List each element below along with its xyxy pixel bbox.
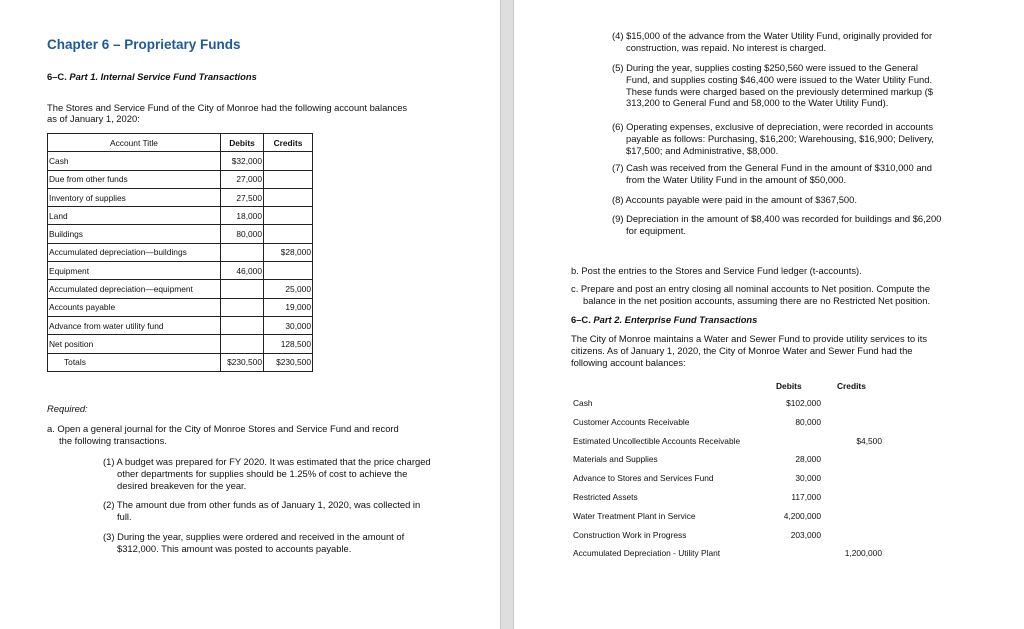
account-title-cell: Inventory of supplies [48,188,221,206]
account-label: Restricted Assets [573,492,638,502]
table-header-row [48,134,313,152]
debit-cell: 46,000 [221,262,264,280]
debit-cell: $230,500 [221,353,264,371]
right-paragraph-0-line: (4) $15,000 of the advance from the Water Utility Fund, originally provided for [612,30,933,41]
credit-cell: $28,000 [264,243,313,261]
credit-cell [264,262,313,280]
debit-cell [221,298,264,316]
table-row [48,298,313,316]
account-label: Materials and Supplies [573,454,658,465]
credit-cell [264,225,313,243]
debit-value: 28,000 [795,454,821,465]
intro-line-1: The Stores and Service Fund of the City of Monroe had the following account balances [47,102,408,113]
debit-cell [221,280,264,298]
account-title-cell: Accumulated depreciation—buildings [48,243,221,261]
table-row [48,335,313,353]
account-label: Estimated Uncollectible Accounts Receivable [573,435,741,446]
right-paragraph-7-line: c. Prepare and post an entry closing all nominal accounts to Net position. Compute the [571,283,931,294]
account-label: Water Treatment Plant in Service [573,510,696,521]
credit-value: 1,200,000 [844,548,882,559]
left-paragraph-2-line: full. [117,510,132,522]
right-paragraph-4-line: (8) Accounts payable were paid in the amount of $367,500. [612,194,857,205]
table-row [48,243,313,261]
right-paragraph-2-line: $17,500; and Administrative, $8,000. [626,144,779,156]
account-label: Customer Accounts Receivable [573,416,690,427]
header-credits: Credits [837,381,866,391]
left-paragraph-1-line: (1) A budget was prepared for FY 2020. It was estimated that the price charged [103,456,431,467]
credit-cell: 19,000 [264,298,313,316]
left-paragraph-2-line: (2) The amount due from other funds as of January 1, 2020, was collected in [103,499,421,510]
right-paragraph-2-line: (6) Operating expenses, exclusive of depreciation, were recorded in accounts [612,121,934,132]
account-label: Cash [573,398,593,408]
right-paragraph-0-line: construction, was repaid. No interest is charged. [626,41,827,53]
section-heading-part2 [571,314,757,326]
credit-cell [264,170,313,188]
account-title-cell: Cash [48,152,221,170]
debit-value: 4,200,000 [783,510,821,521]
right-paragraph-3-line: (7) Cash was received from the General Fund in the amount of $310,000 and [612,162,932,173]
account-title-cell: Land [48,207,221,225]
right-paragraph-7-line: balance in the net position accounts, assuming there are no Restricted Net position. [583,294,931,306]
right-paragraph-8-line: citizens. As of January 1, 2020, the City of Monroe Water and Sewer Fund had the [571,344,913,356]
debit-value: 80,000 [795,416,821,427]
right-paragraph-8-line: The City of Monroe maintains a Water and Sewer Fund to provide utility services to its [571,333,928,344]
left-paragraph-1-line: desired breakeven for the year. [117,479,247,491]
credit-cell [264,152,313,170]
debit-cell: $32,000 [221,152,264,170]
debit-cell: 27,000 [221,170,264,188]
account-title-cell: Buildings [48,225,221,243]
account-title-cell: Equipment [48,262,221,280]
account-title-cell: Accumulated depreciation—equipment [48,280,221,298]
debit-value: 30,000 [795,473,821,484]
table-row [48,316,313,334]
account-title-cell: Net position [48,335,221,353]
left-paragraph-3-line: $312,000. This amount was posted to accounts payable. [117,542,352,554]
credit-cell: 128,500 [264,335,313,353]
left-paragraph-0-line: the following transactions. [59,434,167,446]
section-heading-part1 [47,71,257,83]
table-row [48,152,313,170]
account-label: Accumulated Depreciation - Utility Plant [573,548,721,559]
credit-value: $4,500 [856,435,882,446]
table-row [48,188,313,206]
account-title-cell: Advance from water utility fund [48,316,221,334]
table-row [48,170,313,188]
debit-cell [221,316,264,334]
debit-cell [221,243,264,261]
table-row [48,280,313,298]
account-title-cell: Due from other funds [48,170,221,188]
credit-cell: 30,000 [264,316,313,334]
debit-cell: 27,500 [221,188,264,206]
right-paragraph-6-line: b. Post the entries to the Stores and Service Fund ledger (t-accounts). [571,265,862,276]
table-row [48,262,313,280]
account-label: Construction Work in Progress [573,529,687,540]
credit-cell: 25,000 [264,280,313,298]
header-debits: Debits [221,134,264,152]
header-debits: Debits [776,381,802,391]
section-title: Part 2. Enterprise Fund Transactions [593,314,758,325]
account-title-cell: Totals [48,353,221,371]
debit-cell: 18,000 [221,207,264,225]
header-credits: Credits [264,134,313,152]
required-label: Required: [47,403,88,414]
section-title: Part 1. Internal Service Fund Transactions [69,71,257,82]
right-paragraph-1-line: Fund, and supplies costing $46,400 were issued to the Water Utility Fund. [626,73,933,85]
header-account-title: Account Title [48,134,221,152]
credit-cell [264,207,313,225]
account-title-cell: Accounts payable [48,298,221,316]
right-paragraph-5-line: for equipment. [626,224,686,236]
left-paragraph-0-line: a. Open a general journal for the City of Monroe Stores and Service Fund and record [47,423,399,434]
credit-cell: $230,500 [264,353,313,371]
stores-fund-balance-table [47,133,313,372]
table-row [48,207,313,225]
right-paragraph-1-line: These funds were charged based on the previously determined markup ($ [626,85,933,97]
page-divider-scrollbar[interactable] [500,0,514,629]
right-paragraph-3-line: from the Water Utility Fund in the amount of $50,000. [626,173,847,185]
left-paragraph-3-line: (3) During the year, supplies were ordered and received in the amount of [103,531,405,542]
right-paragraph-5-line: (9) Depreciation in the amount of $8,400 was recorded for buildings and $6,200 [612,213,942,224]
debit-cell [221,335,264,353]
right-paragraph-2-line: payable as follows: Purchasing, $16,200; Warehousing, $16,900; Delivery, [626,132,934,144]
table-row [48,225,313,243]
intro-line-2: as of January 1, 2020: [47,113,140,124]
left-paragraph-1-line: other departments for supplies should be 1.25% of cost to achieve the [117,467,408,479]
credit-cell [264,188,313,206]
right-paragraph-8-line: following account balances: [571,356,686,368]
debit-value: 117,000 [791,492,821,502]
section-prefix: 6–C. [47,71,67,82]
debit-cell: 80,000 [221,225,264,243]
right-paragraph-1-line: (5) During the year, supplies costing $250,560 were issued to the General [612,62,918,73]
debit-value: 203,000 [790,529,821,540]
debit-value: $102,000 [786,398,821,408]
right-paragraph-1-line: 313,200 to General Fund and 58,000 to the Water Utility Fund). [626,97,889,109]
chapter-title: Chapter 6 – Proprietary Funds [47,37,241,52]
table-row [48,353,313,371]
account-label: Advance to Stores and Services Fund [573,473,714,484]
section-prefix: 6–C. [571,314,591,325]
